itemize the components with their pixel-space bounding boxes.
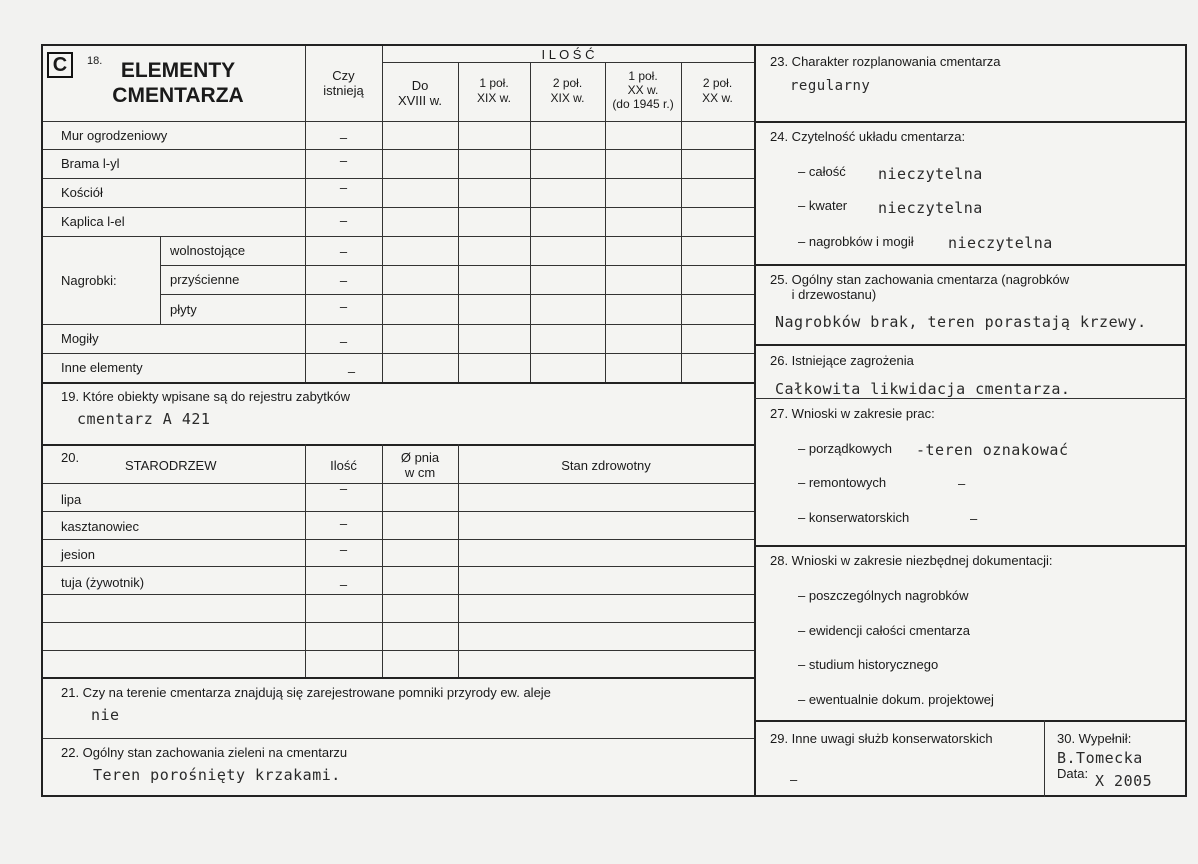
grid-line [43,149,754,150]
q21-label: 21. Czy na terenie cmentarza znajdują się zarejestrowane pomniki przyrody ew. aleje [61,685,551,700]
q27-porz-value: -teren oznakować [916,441,1069,459]
q28-label: 28. Wnioski w zakresie niezbędnej dokumentacji: [770,553,1053,568]
grid-line [458,62,459,382]
element-exists: – [339,213,348,228]
q27-label: 27. Wnioski w zakresie prac: [770,406,935,421]
grid-line [305,444,306,677]
grid-line [43,650,754,651]
grid-line [382,62,754,63]
divider-24-25 [754,264,1187,266]
q20-col-stan: Stan zdrowotny [561,458,651,473]
q28-item: – ewidencji całości cmentarza [798,623,970,638]
element-label: Mur ogrodzeniowy [61,128,168,143]
element-label: Kaplica l-el [61,214,125,229]
grid-line [43,207,754,208]
grid-line [43,483,754,484]
grid-line [43,511,754,512]
grid-line [160,294,754,295]
divider-28-29 [754,720,1187,722]
divider-26-27 [754,398,1187,399]
period-header-3: 2 poł. XIX w. [550,76,585,105]
element-label: Kościół [61,185,103,200]
q23-value: regularny [790,78,871,94]
divider-18-19 [43,382,754,384]
exists-header: Czy istnieją [323,68,364,98]
q25-label: 25. Ogólny stan zachowania cmentarza (nagrobków i drzewostanu) [770,272,1070,302]
tree-ilosc: – [339,542,348,557]
element-exists: – [339,180,348,195]
q26-label: 26. Istniejące zagrożenia [770,353,914,368]
element-exists: – [339,334,348,349]
q24-label: 24. Czytelność układu cmentarza: [770,129,966,144]
q20-number: 20. [61,450,80,465]
q22-label: 22. Ogólny stan zachowania zieleni na cmentarzu [61,745,348,760]
period-header-2: 1 poł. XIX w. [476,76,511,105]
q24-nagrobki-value: nieczytelna [948,234,1053,252]
tree-ilosc: – [339,516,348,531]
grid-line [43,324,754,325]
element-label: wolnostojące [170,243,246,258]
q28-item: – ewentualnie dokum. projektowej [798,692,994,707]
divider-19-20 [43,444,754,446]
q24-nagrobki-label: – nagrobków i mogił [798,234,914,249]
grid-line [681,62,682,382]
q30-date-value: X 2005 [1095,772,1153,790]
tree-name: jesion [61,547,95,562]
element-exists: – [347,364,356,379]
divider-20-21 [43,677,754,679]
q20-col-pnia: Ø pnia w cm [400,450,440,480]
q24-calosc-label: – całość [798,164,846,179]
record-card [41,44,1187,797]
divider-21-22 [43,738,754,739]
grid-line [43,353,754,354]
grid-line [160,265,754,266]
q21-value: nie [91,706,120,724]
grid-line [43,178,754,179]
q30-label: 30. Wypełnił: [1057,731,1132,746]
q19-value: cmentarz A 421 [77,410,211,428]
grid-line [43,594,754,595]
section-title-line1: ELEMENTY [120,59,236,82]
q30-value: B.Tomecka [1057,749,1143,767]
grid-line [43,236,754,237]
q26-value: Całkowita likwidacja cmentarza. [775,380,1071,398]
ilosc-header: I L O Ś Ć [541,47,595,62]
element-label: Brama l-yl [61,156,120,171]
period-header-1: Do XVIII w. [397,78,443,108]
element-label: przyścienne [170,272,240,287]
main-divider [754,46,756,797]
tree-ilosc: – [339,577,348,592]
q27-kons-value: – [970,511,978,526]
q28-item: – poszczególnych nagrobków [798,588,969,603]
q20-title: STARODRZEW [125,458,217,473]
period-header-5: 2 poł. XX w. [702,76,733,105]
q24-kwater-value: nieczytelna [878,199,983,217]
element-exists: – [339,244,348,259]
grid-line [160,236,161,324]
section-title-line2: CMENTARZA [112,84,244,107]
grid-line [43,622,754,623]
divider-23-24 [754,121,1187,123]
q19-label: 19. Które obiekty wpisane są do rejestru zabytków [61,389,351,404]
section-number: 18. [87,55,103,67]
element-exists: – [339,153,348,168]
divider-29-30 [1044,720,1045,797]
q28-item: – studium historycznego [798,657,939,672]
nagrobki-label: Nagrobki: [61,273,117,288]
q27-porz-label: – porządkowych [798,441,892,456]
period-header-4: 1 poł. XX w. (do 1945 r.) [612,69,674,111]
grid-line [43,539,754,540]
element-label: płyty [170,302,197,317]
grid-line [530,62,531,382]
q27-rem-value: – [958,476,966,491]
q27-kons-label: – konserwatorskich [798,510,910,525]
tree-ilosc: – [339,481,348,496]
element-exists: – [339,273,348,288]
q23-label: 23. Charakter rozplanowania cmentarza [770,54,1001,69]
q29-value: – [790,772,798,787]
element-exists: – [339,299,348,314]
grid-line [43,121,754,122]
section-letter-box: C [47,52,73,78]
tree-name: kasztanowiec [61,519,140,534]
q24-kwater-label: – kwater [798,198,848,213]
element-label: Inne elementy [61,360,143,375]
tree-name: tuja (żywotnik) [61,575,145,590]
q25-value: Nagrobków brak, teren porastają krzewy. [775,313,1147,331]
divider-27-28 [754,545,1187,547]
q24-calosc-value: nieczytelna [878,165,983,183]
element-exists: – [339,130,348,145]
divider-25-26 [754,344,1187,346]
q20-col-ilosc: Ilość [330,458,357,473]
q29-label: 29. Inne uwagi służb konserwatorskich [770,731,993,746]
grid-line [43,566,754,567]
q22-value: Teren porośnięty krzakami. [93,766,341,784]
tree-name: lipa [61,492,82,507]
q30-date-label: Data: [1057,766,1089,781]
element-label: Mogiły [61,331,99,346]
q27-rem-label: – remontowych [798,475,887,490]
grid-line [458,444,459,677]
